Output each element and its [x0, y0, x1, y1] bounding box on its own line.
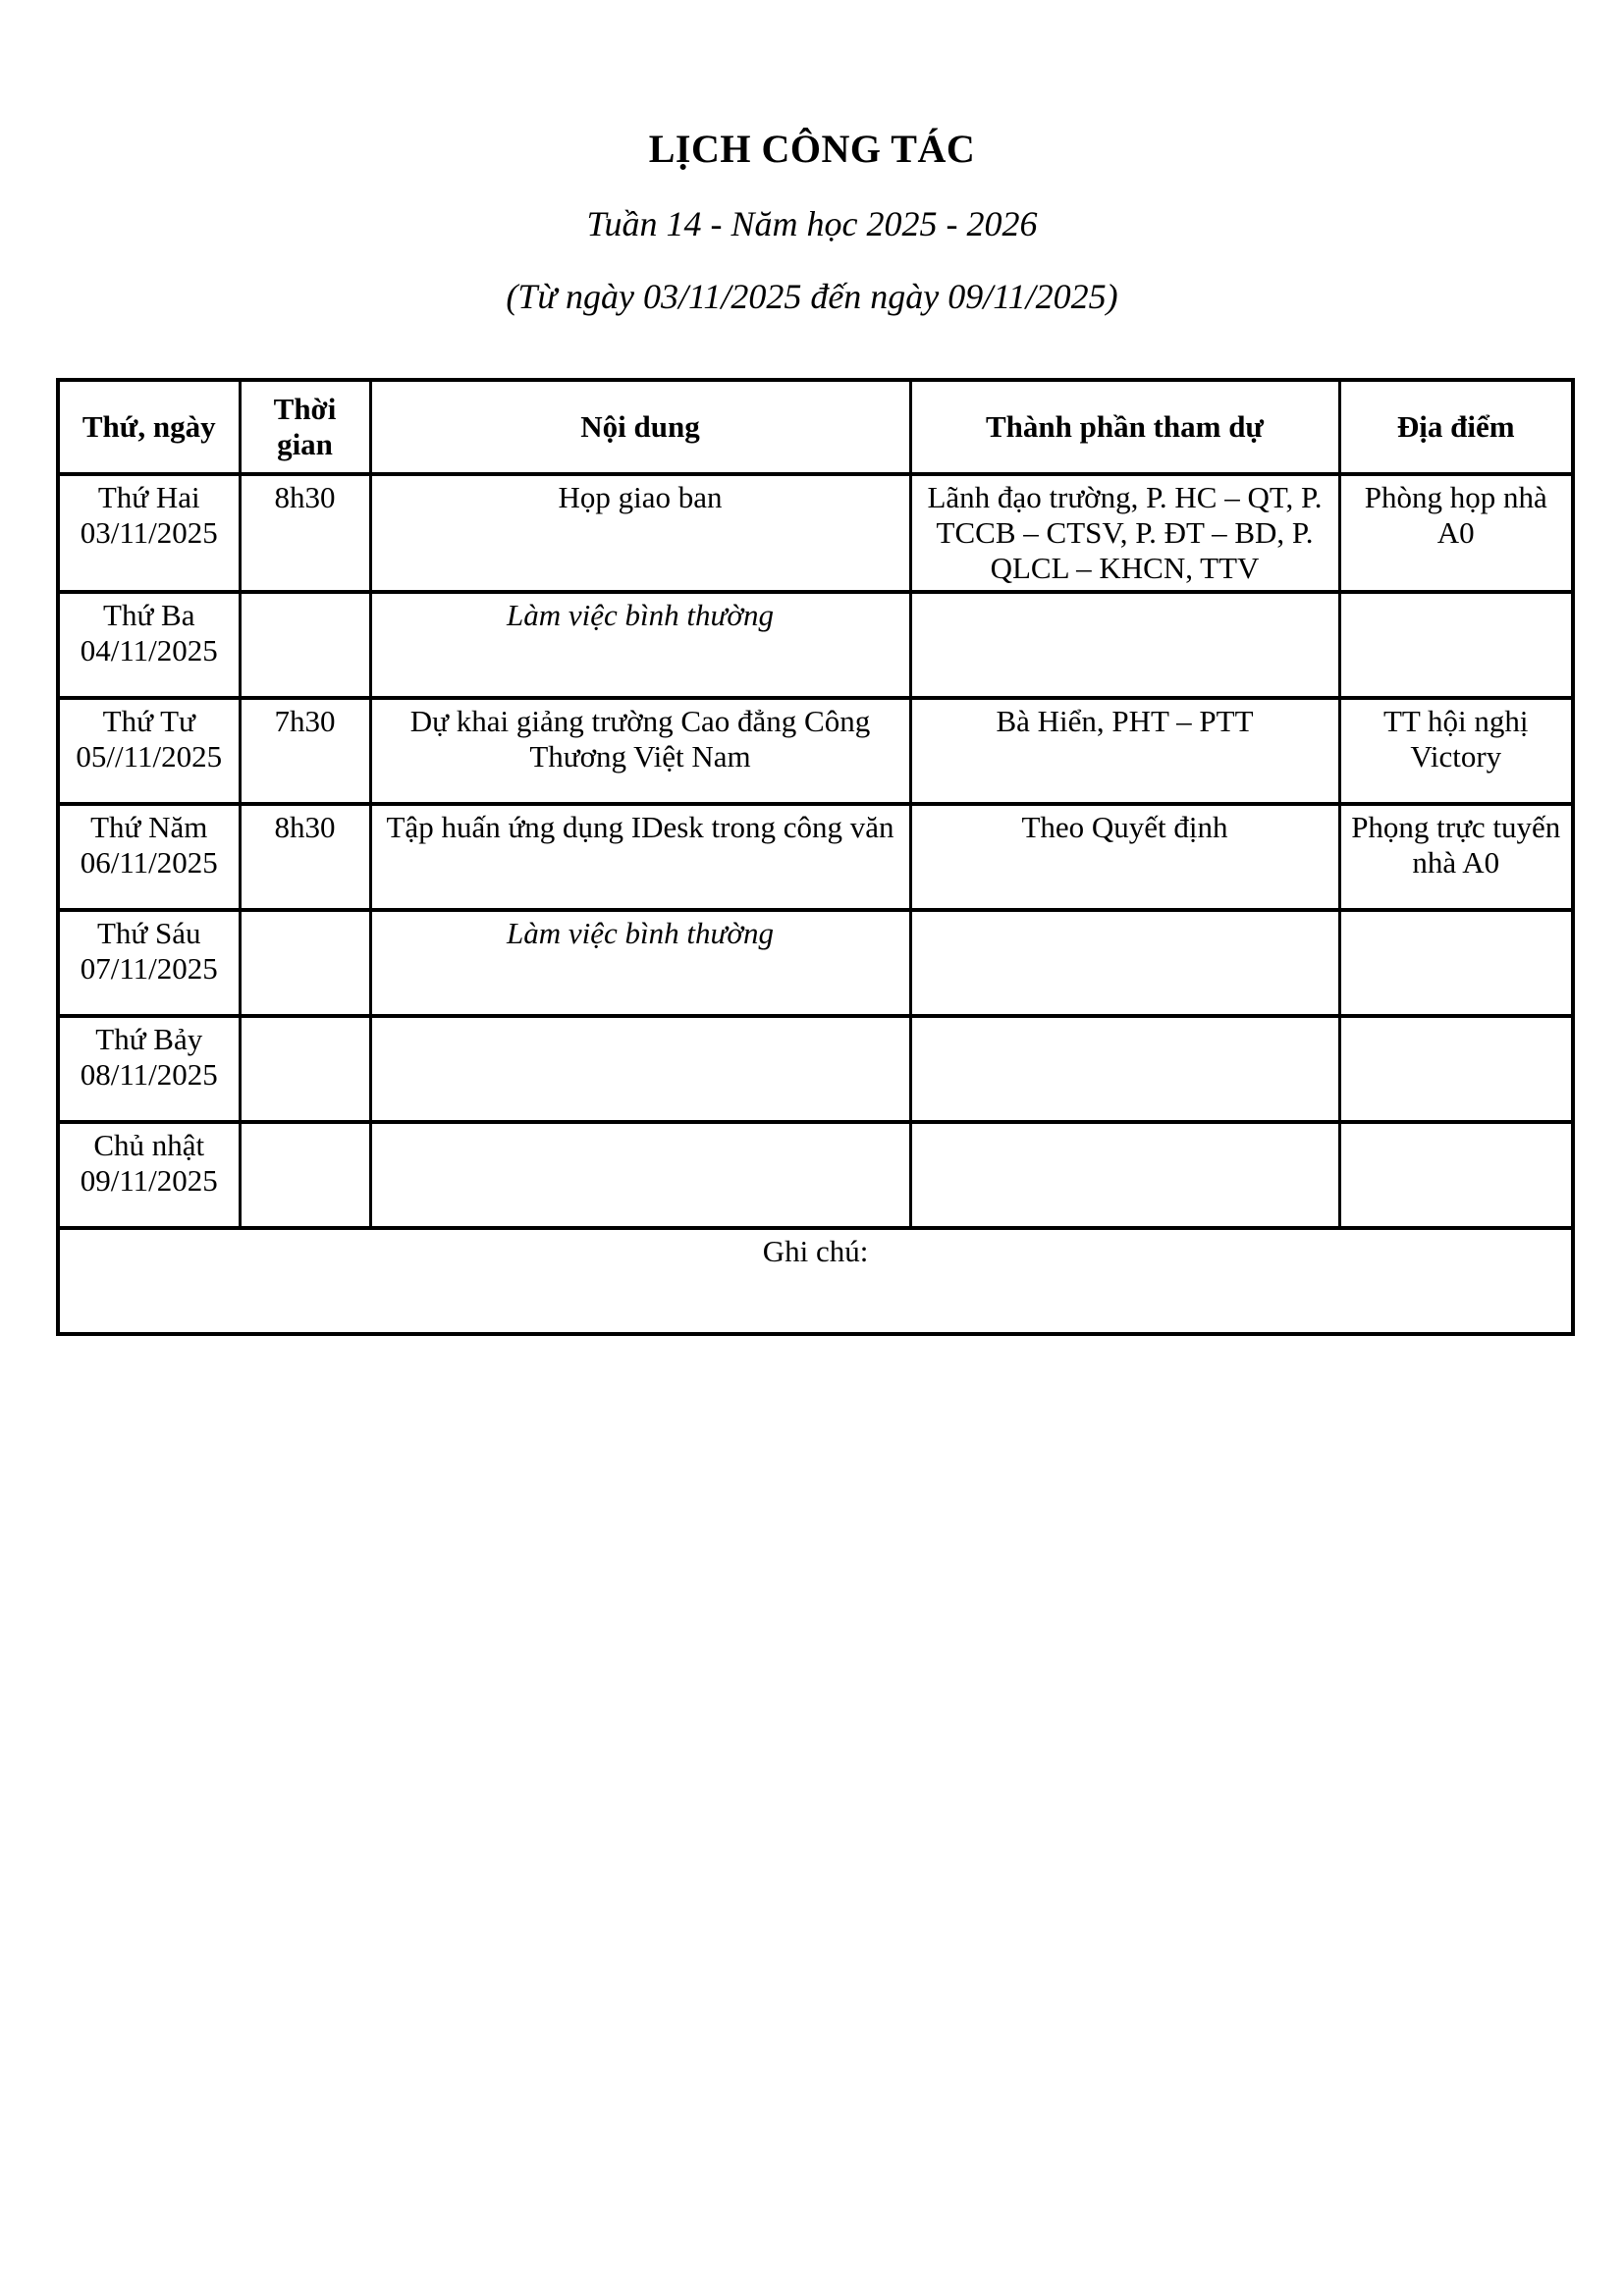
table-row	[58, 804, 1573, 910]
participants-cell	[910, 910, 1339, 1016]
document-header	[0, 0, 1624, 317]
time-cell	[240, 1016, 370, 1122]
table-row	[58, 592, 1573, 698]
day-cell	[58, 804, 240, 910]
header-content: Nội dung	[370, 380, 910, 474]
location-cell	[1339, 1122, 1573, 1228]
day-cell	[58, 474, 240, 592]
content-cell: Họp giao ban	[370, 474, 910, 592]
content-cell: Làm việc bình thường	[370, 592, 910, 698]
day-name: Thứ Ba	[103, 597, 195, 632]
day-date: 07/11/2025	[80, 950, 218, 986]
header-time: Thời gian	[240, 380, 370, 474]
participants-cell	[910, 592, 1339, 698]
participants-cell: Theo Quyết định	[910, 804, 1339, 910]
day-date: 09/11/2025	[80, 1162, 218, 1198]
location-cell: Phọng trực tuyến nhà A0	[1339, 804, 1573, 910]
participants-cell	[910, 1122, 1339, 1228]
day-cell	[58, 910, 240, 1016]
location-cell	[1339, 592, 1573, 698]
day-cell	[58, 1122, 240, 1228]
time-cell	[240, 1122, 370, 1228]
table-row	[58, 910, 1573, 1016]
note-cell: Ghi chú:	[58, 1228, 1573, 1334]
participants-cell	[910, 1016, 1339, 1122]
time-cell: 7h30	[240, 698, 370, 804]
table-row	[58, 1016, 1573, 1122]
table-row	[58, 474, 1573, 592]
day-name: Thứ Tư	[102, 703, 195, 738]
content-cell	[370, 1122, 910, 1228]
time-cell	[240, 592, 370, 698]
page-subtitle: Tuần 14 - Năm học 2025 - 2026	[586, 204, 1038, 243]
time-cell: 8h30	[240, 474, 370, 592]
content-cell: Tập huấn ứng dụng IDesk trong công văn	[370, 804, 910, 910]
day-name: Thứ Bảy	[95, 1021, 203, 1056]
date-range: (Từ ngày 03/11/2025 đến ngày 09/11/2025)	[506, 277, 1118, 316]
day-cell	[58, 698, 240, 804]
content-cell	[370, 1016, 910, 1122]
time-cell: 8h30	[240, 804, 370, 910]
time-cell	[240, 910, 370, 1016]
location-cell: TT hội nghị Victory	[1339, 698, 1573, 804]
day-cell	[58, 1016, 240, 1122]
table-row	[58, 698, 1573, 804]
note-row	[58, 1228, 1573, 1334]
day-cell	[58, 592, 240, 698]
day-date: 06/11/2025	[80, 844, 218, 880]
content-cell: Làm việc bình thường	[370, 910, 910, 1016]
content-cell: Dự khai giảng trường Cao đẳng Công Thương Việt Nam	[370, 698, 910, 804]
header-row	[58, 380, 1573, 474]
day-date: 04/11/2025	[80, 632, 218, 667]
day-date: 08/11/2025	[80, 1056, 218, 1092]
schedule-table	[56, 378, 1575, 1336]
day-date: 03/11/2025	[80, 514, 218, 550]
day-name: Thứ Năm	[90, 809, 208, 844]
day-date: 05//11/2025	[76, 738, 223, 774]
day-name: Thứ Hai	[97, 480, 200, 514]
participants-cell: Lãnh đạo trường, P. HC – QT, P. TCCB – CTSV, P. ĐT – BD, P. QLCL – KHCN, TTV	[910, 474, 1339, 592]
table-row	[58, 1122, 1573, 1228]
location-cell	[1339, 1016, 1573, 1122]
header-participants: Thành phần tham dự	[910, 380, 1339, 474]
header-location: Địa điểm	[1339, 380, 1573, 474]
day-name: Thứ Sáu	[97, 915, 201, 950]
header-day: Thứ, ngày	[58, 380, 240, 474]
page-title: LỊCH CÔNG TÁC	[648, 127, 976, 171]
location-cell	[1339, 910, 1573, 1016]
participants-cell: Bà Hiển, PHT – PTT	[910, 698, 1339, 804]
day-name: Chủ nhật	[93, 1127, 205, 1162]
schedule-table-container	[56, 378, 1571, 1336]
location-cell: Phòng họp nhà A0	[1339, 474, 1573, 592]
